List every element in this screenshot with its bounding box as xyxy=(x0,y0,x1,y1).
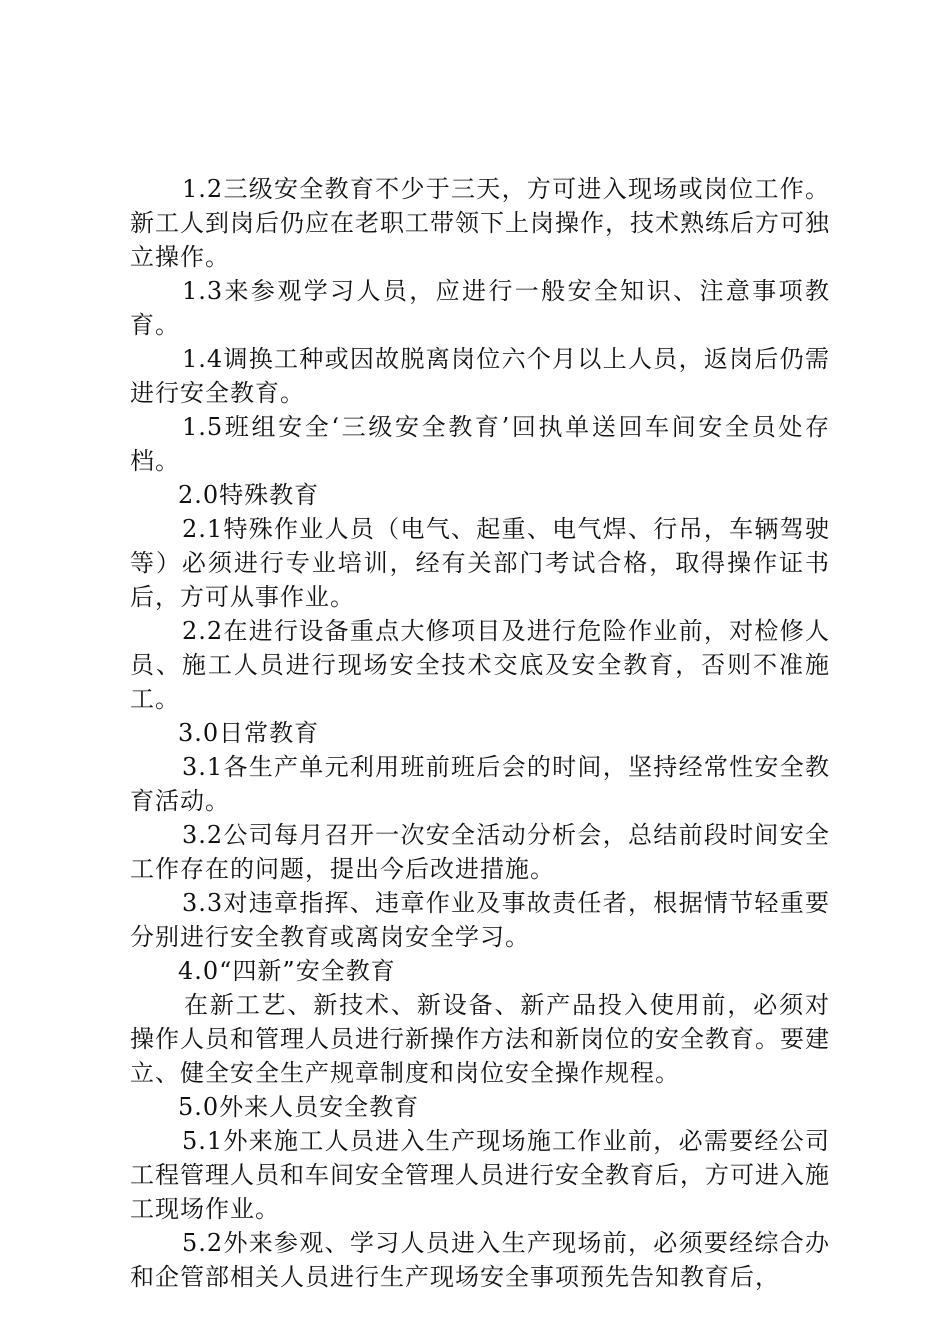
section-heading-5: 5.0外来人员安全教育 xyxy=(178,1093,420,1121)
paragraph-1-2: 1.2三级安全教育不少于三天，方可进入现场或岗位工作。新工人到岗后仍应在老职工带领下上岗操作，技术熟练后方可独立操作。 xyxy=(130,175,830,271)
paragraph-1-5: 1.5班组安全‘三级安全教育’回执单送回车间安全员处存档。 xyxy=(130,413,830,475)
document-body xyxy=(130,172,830,1294)
paragraph-5-2: 5.2外来参观、学习人员进入生产现场前，必须要经综合办和企管部相关人员进行生产现场安全事项预先告知教育后， xyxy=(130,1229,830,1291)
paragraph-5-1: 5.1外来施工人员进入生产现场施工作业前，必需要经公司工程管理人员和车间安全管理人员进行安全教育后，方可进入施工现场作业。 xyxy=(130,1127,830,1223)
paragraph-2-2: 2.2在进行设备重点大修项目及进行危险作业前，对检修人员、施工人员进行现场安全技术交底及安全教育，否则不准施工。 xyxy=(130,617,830,713)
section-heading-2: 2.0特殊教育 xyxy=(178,481,320,509)
paragraph-1-3: 1.3来参观学习人员，应进行一般安全知识、注意事项教育。 xyxy=(130,277,830,339)
paragraph-2-1: 2.1特殊作业人员（电气、起重、电气焊、行吊，车辆驾驶等）必须进行专业培训，经有关部门考试合格，取得操作证书后，方可从事作业。 xyxy=(130,515,830,611)
paragraph-3-3: 3.3对违章指挥、违章作业及事故责任者，根据情节轻重要分别进行安全教育或离岗安全学习。 xyxy=(130,889,830,951)
paragraph-3-1: 3.1各生产单元利用班前班后会的时间，坚持经常性安全教育活动。 xyxy=(130,753,830,815)
paragraph-1-4: 1.4调换工种或因故脱离岗位六个月以上人员，返岗后仍需进行安全教育。 xyxy=(130,345,830,407)
section-heading-4: 4.0“四新”安全教育 xyxy=(178,957,396,985)
section-heading-3: 3.0日常教育 xyxy=(178,719,320,747)
paragraph-4-body: 在新工艺、新技术、新设备、新产品投入使用前，必须对操作人员和管理人员进行新操作方法和新岗位的安全教育。要建立、健全安全生产规章制度和岗位安全操作规程。 xyxy=(130,991,830,1087)
paragraph-3-2: 3.2公司每月召开一次安全活动分析会，总结前段时间安全工作存在的问题，提出今后改进措施。 xyxy=(130,821,830,883)
